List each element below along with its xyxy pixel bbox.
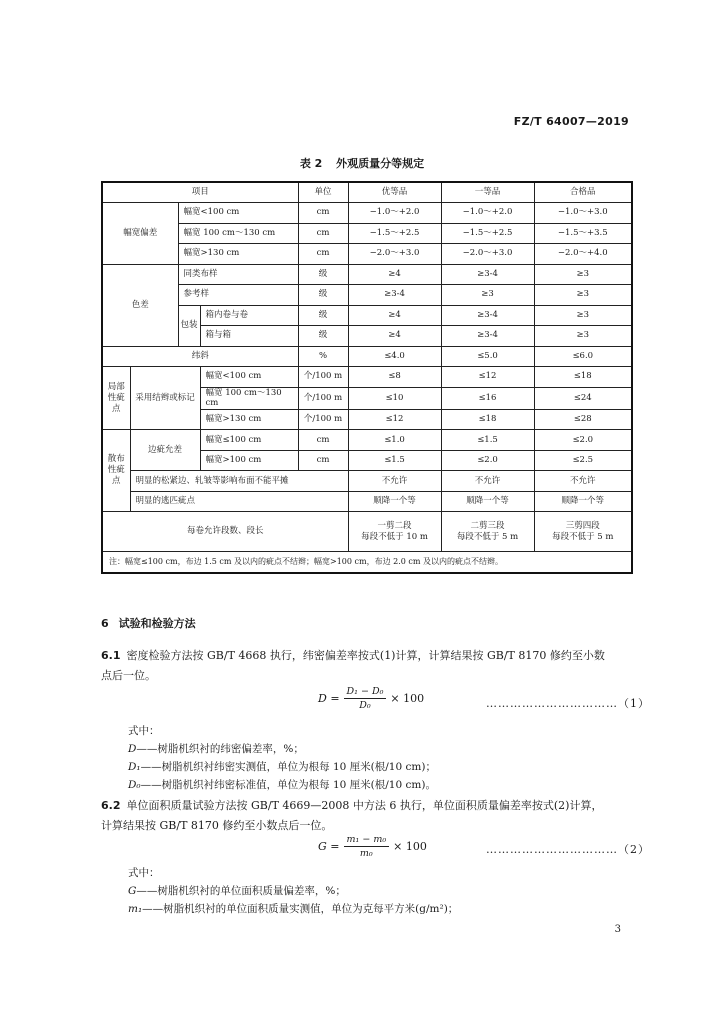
cell-unit: 级	[298, 285, 348, 306]
table-row	[102, 285, 632, 306]
cell-g1: 顺降一个等	[348, 491, 441, 512]
document-code: FZ/T 64007—2019	[513, 115, 629, 128]
cell-g2: ≥3-4	[441, 326, 534, 347]
table-row	[102, 244, 632, 265]
cell-g3: ≤18	[534, 367, 632, 388]
definition-item: D₁——树脂机织衬纬密实测值，单位为根每 10 厘米(根/10 cm)；	[128, 761, 436, 773]
table-row	[102, 223, 632, 244]
cell-cond: 箱内卷与卷	[200, 305, 298, 326]
cell-g1: ≥4	[348, 305, 441, 326]
cell-g2: ≤1.5	[441, 430, 534, 451]
cell-g3: ≥3	[534, 305, 632, 326]
cell-cond: 参考样	[178, 285, 298, 306]
eq-denominator: D₀	[359, 700, 371, 711]
skew-label: 纬斜	[102, 346, 298, 367]
section-6-heading	[101, 615, 196, 631]
cell-unit: 个/100 m	[298, 409, 348, 430]
cell-g1: ≤8	[348, 367, 441, 388]
cell-g1: ≤10	[348, 387, 441, 409]
table-row	[102, 203, 632, 224]
cell-g1: ≥3-4	[348, 285, 441, 306]
equation-2	[318, 834, 427, 859]
cell-g2: ≤12	[441, 367, 534, 388]
cell-unit: cm	[298, 244, 348, 265]
equation-1	[318, 686, 424, 711]
cell-cond: 幅宽>130 cm	[200, 409, 298, 430]
cell-g2: 顺降一个等	[441, 491, 534, 512]
where-label: 式中：	[128, 867, 160, 879]
cell-g1: ≥4	[348, 326, 441, 347]
cell-cond: 幅宽>130 cm	[178, 244, 298, 265]
cell-g3: ≤2.0	[534, 430, 632, 451]
cell-g3: 三剪四段 每段不低于 5 m	[534, 512, 632, 552]
eq-lhs: D =	[318, 692, 340, 705]
table-note-row	[102, 552, 632, 574]
cell-cond: 幅宽 100 cm～130 cm	[200, 387, 298, 409]
cell-g1: ≤1.5	[348, 450, 441, 471]
cell-unit: 个/100 m	[298, 387, 348, 409]
cell-g2: 不允许	[441, 471, 534, 492]
clause-number: 6.1	[101, 649, 121, 662]
definition-item: D——树脂机织衬的纬密偏差率，%；	[128, 743, 304, 755]
cell-unit: cm	[298, 430, 348, 451]
segments-label: 每卷允许段数、段长	[102, 512, 348, 552]
paragraph-text: 计算结果按 GB/T 8170 修约至小数点后一位。	[101, 819, 333, 832]
edge-tolerance-label: 边疵允差	[130, 430, 200, 471]
page-number: 3	[614, 924, 621, 935]
definition-item: m₁——树脂机织衬的单位面积质量实测值，单位为克每平方米(g/m²)；	[128, 903, 459, 915]
cell-g2: 二剪三段 每段不低于 5 m	[441, 512, 534, 552]
cell-g3: ≤24	[534, 387, 632, 409]
cell-g1: 不允许	[348, 471, 441, 492]
eq-numerator: m₁ − m₀	[344, 834, 390, 847]
clause-number: 6.2	[101, 799, 121, 812]
cell-g2: −1.0～+2.0	[441, 203, 534, 224]
cell-g2: ≤16	[441, 387, 534, 409]
cell-g3: ≤28	[534, 409, 632, 430]
table-caption-label: 表 2	[299, 157, 323, 170]
cell-cond: 幅宽≤100 cm	[200, 430, 298, 451]
wrinkle-text: 明显的松紧边、轧皱等影响布面不能平摊	[130, 471, 348, 492]
cell-cond: 幅宽<100 cm	[200, 367, 298, 388]
cell-g2: ≥3-4	[441, 264, 534, 285]
cell-unit: 个/100 m	[298, 367, 348, 388]
cell-g1: ≤12	[348, 409, 441, 430]
packing-label: 包装	[178, 305, 200, 346]
cell-g3: −1.5～+3.5	[534, 223, 632, 244]
table-row	[102, 430, 632, 451]
section-number: 6	[101, 617, 109, 630]
cell-unit: cm	[298, 223, 348, 244]
cell-cond: 箱与箱	[200, 326, 298, 347]
cell-g1: ≤4.0	[348, 346, 441, 367]
eq-denominator: m₀	[359, 848, 373, 859]
paragraph-6-2	[101, 796, 631, 836]
eq-multiplier: × 100	[390, 692, 425, 705]
cell-g3: −2.0～+4.0	[534, 244, 632, 265]
table-row	[102, 471, 632, 492]
width-dev-label: 幅宽偏差	[102, 203, 178, 265]
cell-g3: −1.0～+3.0	[534, 203, 632, 224]
equation-number: ……………………………（2）	[486, 843, 650, 856]
equation-number: ……………………………（1）	[486, 697, 650, 710]
table-row	[102, 512, 632, 552]
cell-unit: cm	[298, 450, 348, 471]
eq-fraction	[344, 834, 390, 859]
cell-g3: ≥3	[534, 326, 632, 347]
cell-g2: ≤5.0	[441, 346, 534, 367]
cell-unit: 级	[298, 305, 348, 326]
cell-cond: 幅宽>100 cm	[200, 450, 298, 471]
where-label: 式中：	[128, 725, 160, 737]
definitions-1	[128, 722, 436, 794]
cell-cond: 幅宽<100 cm	[178, 203, 298, 224]
cell-g1: −1.5～+2.5	[348, 223, 441, 244]
local-defect-label: 局部性疵点	[102, 367, 130, 430]
cell-g2: ≥3	[441, 285, 534, 306]
eq-lhs: G =	[318, 840, 340, 853]
cell-g3: ≤6.0	[534, 346, 632, 367]
scattered-defect-label: 散布性疵点	[102, 430, 130, 512]
cell-g2: −2.0～+3.0	[441, 244, 534, 265]
table-caption	[0, 155, 724, 171]
cell-g1: 一剪二段 每段不低于 10 m	[348, 512, 441, 552]
cell-g1: ≥4	[348, 264, 441, 285]
header-grade-3: 合格品	[534, 182, 632, 203]
color-diff-label: 色差	[102, 264, 178, 346]
cell-cond: 同类布样	[178, 264, 298, 285]
header-item: 项目	[102, 182, 298, 203]
eq-numerator: D₁ − D₀	[344, 686, 387, 699]
cell-g2: ≤18	[441, 409, 534, 430]
cell-g3: ≤2.5	[534, 450, 632, 471]
cell-cond: 幅宽 100 cm～130 cm	[178, 223, 298, 244]
header-unit: 单位	[298, 182, 348, 203]
section-title: 试验和检验方法	[118, 617, 196, 630]
cell-g1: −1.0～+2.0	[348, 203, 441, 224]
eq-multiplier: × 100	[393, 840, 427, 853]
paragraph-text: 密度检验方法按 GB/T 4668 执行，纬密偏差率按式(1)计算，计算结果按 GB/T 8170 修约至小数	[126, 649, 605, 662]
cell-g2: −1.5～+2.5	[441, 223, 534, 244]
cell-g3: 顺降一个等	[534, 491, 632, 512]
definition-item: G——树脂机织衬的单位面积质量偏差率，%；	[128, 885, 346, 897]
cell-g3: ≥3	[534, 285, 632, 306]
paragraph-text: 单位面积质量试验方法按 GB/T 4669—2008 中方法 6 执行，单位面积质量偏差率按式(2)计算，	[126, 799, 603, 812]
definition-item: D₀——树脂机织衬纬密标准值，单位为根每 10 厘米(根/10 cm)。	[128, 779, 436, 791]
table-note: 注：幅宽≤100 cm，布边 1.5 cm 及以内的疵点不结辫；幅宽>100 cm，布边 2.0 cm 及以内的疵点不结辫。	[102, 552, 632, 574]
cell-g2: ≥3-4	[441, 305, 534, 326]
cell-g1: −2.0～+3.0	[348, 244, 441, 265]
cell-unit: %	[298, 346, 348, 367]
cell-unit: cm	[298, 203, 348, 224]
cell-g2: ≤2.0	[441, 450, 534, 471]
header-grade-1: 优等品	[348, 182, 441, 203]
eq-fraction	[344, 686, 387, 711]
cell-unit: 级	[298, 264, 348, 285]
obvious-defect-text: 明显的逃匹疵点	[130, 491, 348, 512]
cell-unit: 级	[298, 326, 348, 347]
definitions-2	[128, 864, 458, 918]
table-row	[102, 264, 632, 285]
table-caption-text: 外观质量分等规定	[336, 157, 425, 170]
grade-table	[101, 181, 633, 574]
table-row	[102, 367, 632, 388]
cell-g3: ≥3	[534, 264, 632, 285]
table-row	[102, 305, 632, 326]
table-row	[102, 346, 632, 367]
cell-g3: 不允许	[534, 471, 632, 492]
table-row	[102, 491, 632, 512]
local-method: 采用结辫或标记	[130, 367, 200, 430]
header-grade-2: 一等品	[441, 182, 534, 203]
table-header-row	[102, 182, 632, 203]
cell-g1: ≤1.0	[348, 430, 441, 451]
paragraph-text: 点后一位。	[101, 669, 156, 682]
paragraph-6-1	[101, 646, 631, 686]
